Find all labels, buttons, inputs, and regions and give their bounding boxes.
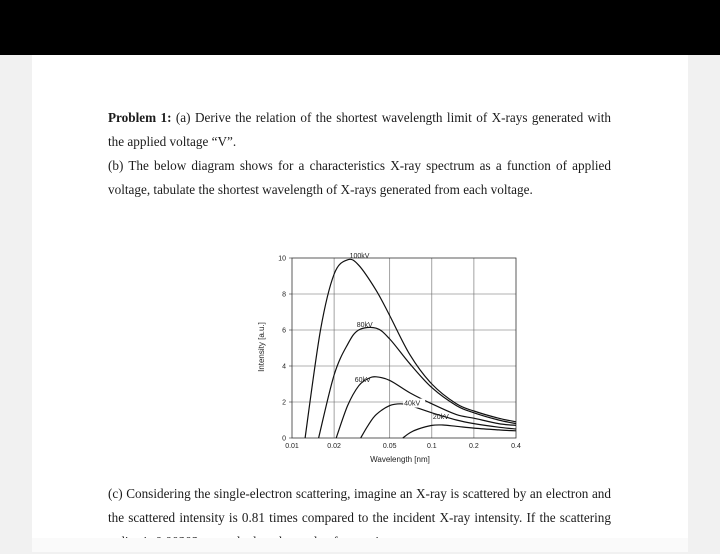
y-tick-label: 8 bbox=[282, 291, 286, 299]
plot-frame bbox=[292, 258, 516, 438]
y-tick-label: 4 bbox=[282, 363, 286, 371]
page-bottom-strip bbox=[32, 538, 688, 552]
y-axis-label: Intensity [a.u.] bbox=[257, 322, 266, 372]
series-label-20kv: 20kV bbox=[432, 414, 449, 422]
x-tick-label: 0.4 bbox=[511, 443, 521, 450]
part-c-paragraph: (c) Considering the single-electron scattering, imagine an X-ray is scattered by an electron and the scattered intensity is 0.81 times compared to the incident X-ray intensity. If the scattering bbox=[108, 486, 611, 525]
x-tick-label: 0.01 bbox=[285, 443, 299, 450]
y-tick-label: 0 bbox=[282, 435, 286, 443]
top-black-bar bbox=[0, 0, 720, 55]
document-page bbox=[32, 55, 688, 552]
chart-grid bbox=[292, 258, 516, 438]
chart-series bbox=[305, 259, 516, 438]
y-tick-label: 2 bbox=[282, 399, 286, 407]
series-label-80kv: 80kV bbox=[356, 322, 373, 329]
xray-spectrum-chart bbox=[252, 238, 542, 478]
series-line-100kv bbox=[305, 259, 516, 438]
series-label-40kv: 40kV bbox=[404, 400, 421, 408]
part-b-paragraph: (b) The below diagram shows for a characteristics X-ray spectrum as a function of applied voltage, tabulate the shortest wavelength of X-rays generated from each voltage. bbox=[108, 158, 611, 197]
series-label-100kv: 100kV bbox=[349, 252, 370, 260]
x-tick-label: 0.2 bbox=[469, 443, 479, 450]
x-axis-label: Wavelength [nm] bbox=[370, 455, 430, 464]
y-tick-label: 10 bbox=[278, 255, 286, 263]
part-a-paragraph bbox=[108, 106, 611, 154]
x-tick-label: 0.02 bbox=[327, 443, 341, 450]
y-tick-label: 6 bbox=[282, 327, 286, 335]
x-tick-label: 0.05 bbox=[382, 443, 397, 450]
chart-axes bbox=[289, 258, 516, 438]
x-tick-label: 0.1 bbox=[426, 443, 437, 450]
part-a-text: (a) Derive the relation of the shortest wavelength limit of X-rays generated with the applied voltage “V”. bbox=[108, 110, 612, 149]
series-label-60kv: 60kV bbox=[354, 376, 371, 384]
problem-label: Problem 1: bbox=[108, 110, 172, 125]
